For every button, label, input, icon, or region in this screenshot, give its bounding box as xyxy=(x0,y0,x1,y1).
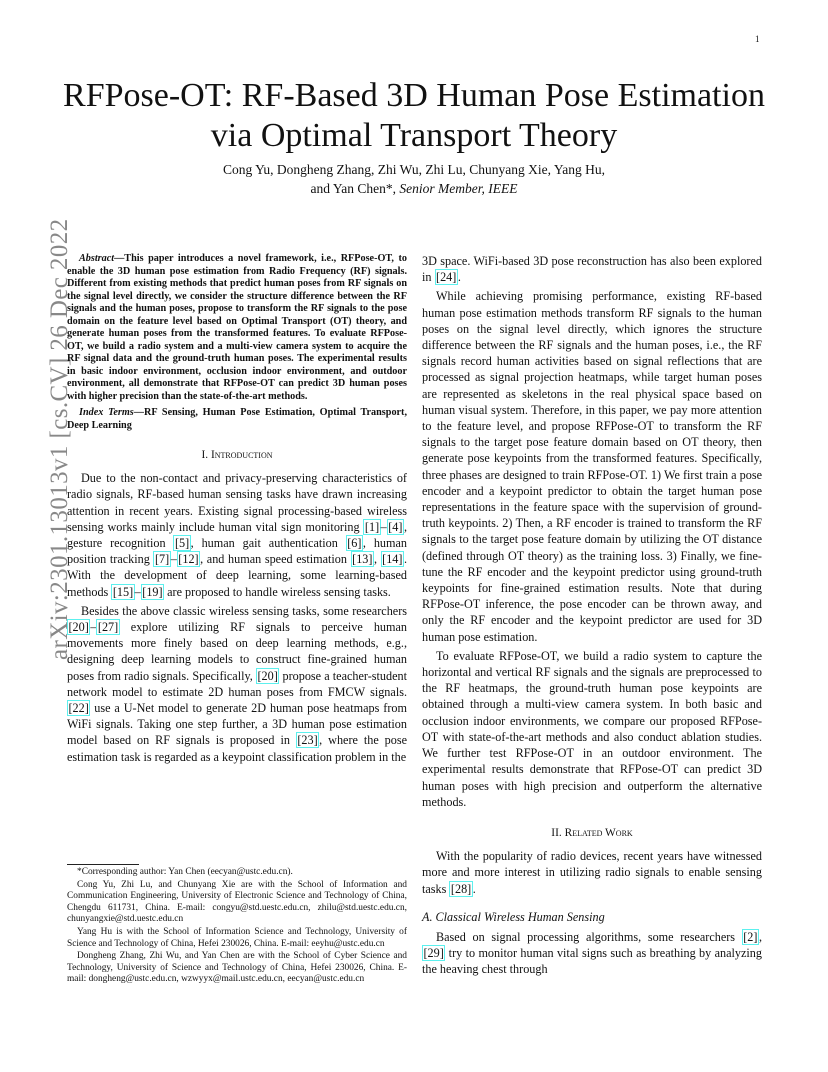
citation-link[interactable]: [4] xyxy=(388,519,403,534)
authors-line-2 xyxy=(60,179,768,198)
intro-paragraph-1 xyxy=(67,470,407,600)
section-number: I. xyxy=(201,449,211,461)
index-terms-text: —RF Sensing, Human Pose Estimation, Optimal Transport, Deep Learning xyxy=(67,407,407,431)
citation-link[interactable]: [23] xyxy=(297,733,318,748)
text-run: , where the pose estimation task is regarded as a keypoint classification problem in the xyxy=(67,733,407,764)
authors-line-1: Cong Yu, Dongheng Zhang, Zhi Wu, Zhi Lu, Chunyang Xie, Yang Hu, xyxy=(223,162,605,177)
text-run: Due to the non-contact and privacy-preserving characteristics of radio signals, RF-based human sensing tasks have drawn increasing attention in recent years. Existing signal processing-based wireless sensing works mainly include human vital sign monitoring xyxy=(67,471,407,534)
citation-link[interactable]: [27] xyxy=(97,620,119,635)
citation-link[interactable]: [19] xyxy=(142,584,163,599)
text-run: explore utilizing RF signals to perceive human movements more finely based on deep learning methods, e.g., designing deep learning models to construct fine-grained human poses from radio signals. Specifically, xyxy=(67,620,407,683)
footnote-affiliation-ustc-cyber: Dongheng Zhang, Zhi Wu, and Yan Chen are with the School of Cyber Science and Technology, University of Science and Technology of China, Hefei 230026, China. E-mail: dongheng@ustc.edu.cn, wzwyyx@mail.ustc.edu.cn, eecyan@ustc.edu.cn xyxy=(67,951,407,985)
citation-link[interactable]: [13] xyxy=(352,552,373,567)
text-run: , xyxy=(758,929,762,944)
citation-link[interactable]: [6] xyxy=(347,536,362,551)
citation-link[interactable]: [20] xyxy=(68,620,89,635)
section-heading-related-work xyxy=(422,825,762,841)
text-run: , xyxy=(373,552,381,567)
paper-title xyxy=(60,76,768,156)
text-run: try to monitor human vital signs such as breathing by analyzing the heaving chest through xyxy=(422,946,762,977)
author-list xyxy=(60,160,768,198)
footnote-corresponding: *Corresponding author: Yan Chen (eecyan@ustc.edu.cn). xyxy=(77,867,293,877)
citation-link[interactable]: [2] xyxy=(743,929,758,944)
footnotes xyxy=(67,867,407,987)
citation-link[interactable]: [15] xyxy=(112,584,134,599)
right-column xyxy=(422,253,762,978)
text-run: – xyxy=(90,620,97,635)
intro-paragraph-2 xyxy=(67,603,407,765)
text-run: . With the development of deep learning, some learning-based methods xyxy=(67,552,407,599)
text-run: With the popularity of radio devices, recent years have witnessed more and more interest in utilizing radio signals to enable sensing tasks xyxy=(422,849,762,896)
text-run: propose a teacher-student network model to estimate 2D human poses from FMCW signals. xyxy=(67,668,407,699)
text-run: , human position tracking xyxy=(67,536,408,567)
left-column xyxy=(67,253,407,765)
text-run: , human gait authentication xyxy=(190,536,346,551)
footnote-affiliation-uestc: Cong Yu, Zhi Lu, and Chunyang Xie are with the School of Information and Communication Engineering, University of Electronic Science and Technology of China, Chengdu 611731, China. E-mail: congyu@std.uestc.edu.cn, zhilu@std.uestc.edu.cn, chunyangxie@std.uestc.edu.cn xyxy=(67,879,407,925)
citation-link[interactable]: [20] xyxy=(257,668,278,683)
footnote-rule xyxy=(67,864,139,865)
text-run: . xyxy=(472,881,476,896)
text-run: Based on signal processing algorithms, some researchers xyxy=(436,929,742,944)
citation-link[interactable]: [24] xyxy=(436,270,457,285)
text-run: 3D space. WiFi-based 3D pose reconstruction has also been explored in xyxy=(422,254,762,285)
author-membership: Senior Member, IEEE xyxy=(399,181,518,196)
arxiv-side-label: arXiv:2301.13013v1 [cs.CV] 26 Dec 2022 xyxy=(46,218,73,660)
citation-link[interactable]: [22] xyxy=(68,701,89,716)
text-run: – xyxy=(170,552,177,567)
intro-paragraph-4: To evaluate RFPose-OT, we build a radio system to capture the horizontal and vertical RF signals and the signals are preprocessed to the RF heatmaps, the ground-truth human pose keypoints are obtained through a multi-view camera system. In both basic and occlusion indoor environments, we compare our proposed RFPose-OT with state-of-the-art methods and also conduct ablation studies. We further test RFPose-OT in an outdoor environment. The experimental results demonstrate that RFPose-OT can predict 3D human poses with high precision and outperform the alternative methods. xyxy=(422,648,762,809)
title-line-1: RFPose-OT: RF-Based 3D Human Pose Estimation xyxy=(63,77,765,114)
related-paragraph-1 xyxy=(422,848,762,897)
abstract xyxy=(67,253,407,403)
citation-link[interactable]: [5] xyxy=(174,536,190,551)
section-title: Related Work xyxy=(564,826,633,839)
text-run: . xyxy=(457,270,461,285)
citation-link[interactable]: [7] xyxy=(154,552,170,567)
text-run: – xyxy=(380,519,387,534)
subsection-heading-classical: A. Classical Wireless Human Sensing xyxy=(422,909,605,924)
citation-link[interactable]: [1] xyxy=(364,519,380,534)
text-run: , and human speed estimation xyxy=(200,552,351,567)
citation-link[interactable]: [29] xyxy=(423,946,444,961)
abstract-text: —This paper introduces a novel framework, i.e., RFPose-OT, to enable the 3D human pose estimation from Radio Frequency (RF) signals. Different from existing methods that predict human poses from RF signals on the signal level directly, we consider the structure difference between the RF signals and the human poses, propose to transform the RF signals to the pose domain on the feature level based on Optimal Transport (OT) theory, and generate human poses from the transformed features. To evaluate RFPose-OT, we build a radio system and a multi-view camera system to acquire the RF signal data and the ground-truth human poses. The experimental results in basic indoor environment, occlusion indoor environment, and outdoor environment, all demonstrate that RFPose-OT can predict 3D human poses with higher precision than the state-of-the-art methods. xyxy=(67,253,407,402)
text-run: use a U-Net model to generate 2D human pose heatmaps from WiFi signals. Taking one step further, a 3D human pose estimation model based on RF signals is proposed in xyxy=(67,701,407,748)
intro-paragraph-3: While achieving promising performance, existing RF-based human pose estimation methods transform RF signals to the human poses on the signal level directly, which ignores the structure difference between the RF signals and the human poses, i.e., the RF signals record human activities based on signal reflections that are processed as signal projection heatmaps, while target human poses are represented as skeletons in the real physical space based on human visual system. Therefore, in this paper, we pay more attention to the feature level, and propose RFPose-OT to transform the RF signals to the target pose feature domain based on OT theory, then generate pose keypoints from the transformed features. Specifically, three phases are designed to train RFPose-OT. 1) We first train a pose encoder and a keypoint predictor to obtain the target human pose representations in the feature space with the supervision of ground-truth keypoints. 2) Then, a RF encoder is trained to transform the RF signals to the target pose feature domain by utilizing the OT distance (defined through OT theory) as the training loss. 3) Finally, we fine-tune the RF encoder and the keypoint predictor using ground-truth keypoints for fine-grained estimation results. Note that during RFPose-OT inference, the pose encoder can be thrown away, and only the RF encoder and the keypoint predictor are used for 3D human pose estimation. xyxy=(422,289,762,644)
section-title: Introduction xyxy=(210,449,273,461)
page-number: 1 xyxy=(755,34,760,44)
section-number: II. xyxy=(551,826,565,839)
index-terms-label: Index Terms xyxy=(79,407,134,418)
related-paragraph-2 xyxy=(422,929,762,978)
text-run: , gesture recognition xyxy=(67,519,407,551)
citation-link[interactable]: [14] xyxy=(382,552,403,567)
index-terms xyxy=(67,407,407,432)
title-line-2: via Optimal Transport Theory xyxy=(210,117,618,154)
text-run: – xyxy=(134,584,141,599)
authors-line-2-text: and Yan Chen*, xyxy=(310,181,400,196)
section-heading-introduction xyxy=(67,447,407,463)
footnote-affiliation-ustc-sist: Yang Hu is with the School of Information Science and Technology, University of Science and Technology of China, Hefei 230026, China. E-mail: eeyhu@ustc.edu.cn xyxy=(67,926,407,949)
citation-link[interactable]: [12] xyxy=(178,552,199,567)
abstract-label: Abstract xyxy=(79,253,115,264)
text-run: are proposed to handle wireless sensing tasks. xyxy=(164,584,391,599)
continued-paragraph xyxy=(422,253,762,285)
citation-link[interactable]: [28] xyxy=(450,881,472,896)
text-run: Besides the above classic wireless sensing tasks, some researchers xyxy=(81,603,407,618)
